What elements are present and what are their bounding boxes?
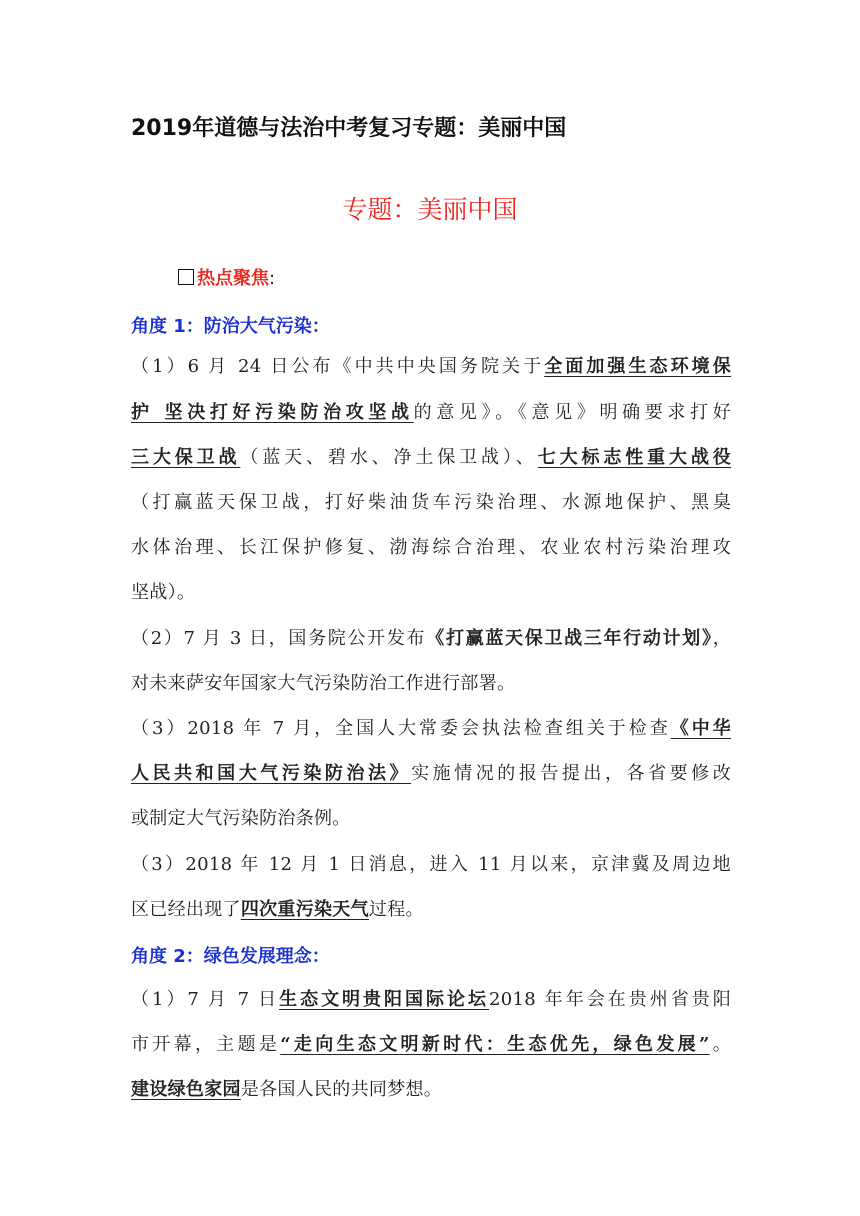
text-span: 区已经出现了 (131, 899, 241, 920)
underlined-keyword: 全面加强生态环境保 (544, 356, 732, 377)
underlined-keyword: 生态文明贵阳国际论坛 (279, 989, 490, 1010)
text-span: （2）7 月 3 日，国务院公开发布 (131, 628, 427, 649)
paragraph-line (131, 716, 731, 742)
underlined-keyword: 护 坚决打好污染防治攻坚战 (131, 402, 414, 423)
underlined-keyword: 三大保卫战 (131, 447, 241, 468)
underlined-keyword: 《中华 (670, 718, 731, 739)
underlined-keyword: 人民共和国大气污染防治法》 (131, 763, 412, 784)
paragraph-line: 或制定大气污染防治条例。 (131, 808, 351, 829)
text-span: （1）6 月 24 日公布《中共中央国务院关于 (131, 356, 545, 377)
underlined-keyword: 四次重污染天气 (240, 899, 369, 920)
checkbox-square-icon (178, 269, 194, 285)
paragraph-line: 坚战）。 (131, 582, 196, 603)
text-span: 市开幕，主题是 (131, 1034, 281, 1055)
text-span: 是各国人民的共同梦想。 (240, 1079, 443, 1100)
paragraph-line (131, 1077, 731, 1103)
hot-topics-label (178, 264, 275, 290)
underlined-keyword: 七大标志性重大战役 (537, 447, 732, 468)
paragraph-line: 对未来萨安年国家大气污染防治工作进行部署。 (131, 673, 516, 694)
paragraph-line: 水体治理、长江保护修复、渤海综合治理、农业农村污染治理攻 (131, 537, 731, 558)
paragraph-line: （3）2018 年 12 月 1 日消息，进入 11 月以来，京津冀及周边地 (131, 854, 731, 875)
paragraph-line (131, 1032, 731, 1058)
paragraph-line (131, 761, 731, 787)
paragraph-line (131, 400, 731, 426)
text-span: 过程。 (368, 899, 424, 920)
text-span: 实施情况的报告提出，各省要修改 (411, 763, 731, 784)
topic-heading: 专题：美丽中国 (342, 195, 518, 224)
paragraph-line (131, 987, 731, 1013)
underlined-keyword: 建设绿色家园 (131, 1079, 241, 1100)
angle-1-heading: 角度 1：防治大气污染： (131, 316, 330, 337)
angle-2-heading: 角度 2：绿色发展理念： (131, 946, 330, 967)
paragraph-line (131, 445, 731, 471)
paragraph-line: （打赢蓝天保卫战，打好柴油货车污染治理、水源地保护、黑臭 (131, 492, 731, 513)
underlined-keyword: “走向生态文明新时代：生态优先，绿色发展” (280, 1034, 710, 1055)
text-span: 的意见》。《意见》明确要求打好 (413, 402, 732, 423)
text-span: （3）2018 年 7 月，全国人大常委会执法检查组关于检查 (131, 718, 671, 739)
hot-topics-colon: : (269, 268, 276, 289)
document-title: 2019年道德与法治中考复习专题：美丽中国 (131, 116, 567, 141)
bold-keyword: 《打赢蓝天保卫战三年行动计划》 (426, 628, 713, 649)
text-span: ， (712, 628, 732, 649)
text-span: （1）7 月 7 日 (131, 989, 280, 1010)
text-span: 。 (709, 1034, 731, 1055)
paragraph-line (131, 354, 731, 380)
text-span: （蓝天、碧水、净土保卫战）、 (240, 447, 538, 468)
text-span: 2018 年年会在贵州省贵阳 (489, 989, 731, 1010)
paragraph-line (131, 626, 731, 652)
hot-topics-text: 热点聚焦 (197, 268, 269, 289)
paragraph-line (131, 897, 731, 923)
